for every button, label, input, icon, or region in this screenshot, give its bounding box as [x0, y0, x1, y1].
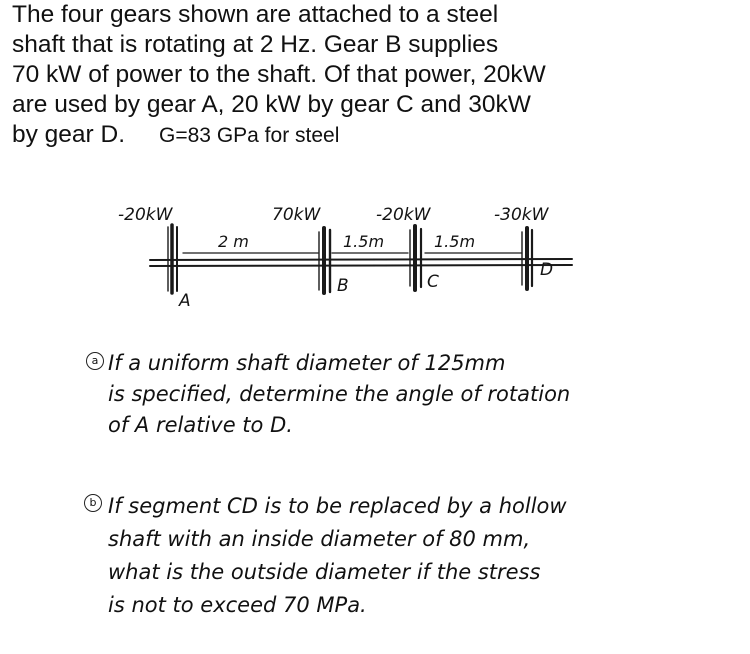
question-b-line: is not to exceed 70 MPa.: [108, 593, 367, 617]
problem-line: The four gears shown are attached to a steel: [12, 1, 499, 28]
gear-label-b: B: [337, 276, 349, 296]
power-label-a: -20kW: [118, 205, 173, 225]
question-b-line: what is the outside diameter if the stress: [108, 560, 541, 584]
problem-line: shaft that is rotating at 2 Hz. Gear B supplies: [12, 31, 499, 58]
length-label-bc: 1.5m: [343, 232, 385, 251]
question-a: [108, 348, 728, 441]
question-a-line: If a uniform shaft diameter of 125mm: [108, 351, 506, 375]
power-label-c: -20kW: [376, 205, 431, 225]
shaft-line-bottom: [150, 265, 572, 266]
question-b-marker: b: [84, 494, 102, 512]
power-label-d: -30kW: [494, 205, 549, 225]
gear-label-c: C: [427, 272, 439, 292]
question-b-line: If segment CD is to be replaced by a hollow: [108, 494, 567, 518]
problem-statement: [12, 0, 732, 151]
length-label-cd: 1.5m: [434, 232, 476, 251]
problem-line-text: by gear D.: [12, 121, 126, 148]
power-label-b: 70kW: [272, 205, 321, 225]
length-label-ab: 2 m: [218, 232, 249, 251]
problem-line: 70 kW of power to the shaft. Of that power, 20kW: [12, 61, 546, 88]
question-b-line: shaft with an inside diameter of 80 mm,: [108, 527, 531, 551]
shaft-line-top: [150, 259, 572, 260]
question-a-line: of A relative to D.: [108, 413, 293, 437]
gear-label-a: A: [179, 291, 191, 311]
problem-line: are used by gear A, 20 kW by gear C and 30kW: [12, 91, 531, 118]
question-b: [108, 490, 738, 622]
material-note: G=83 GPa for steel: [159, 124, 340, 147]
question-a-marker: a: [86, 352, 104, 370]
gear-label-d: D: [540, 260, 554, 280]
problem-line: [12, 120, 732, 151]
question-a-line: is specified, determine the angle of rotation: [108, 382, 571, 406]
